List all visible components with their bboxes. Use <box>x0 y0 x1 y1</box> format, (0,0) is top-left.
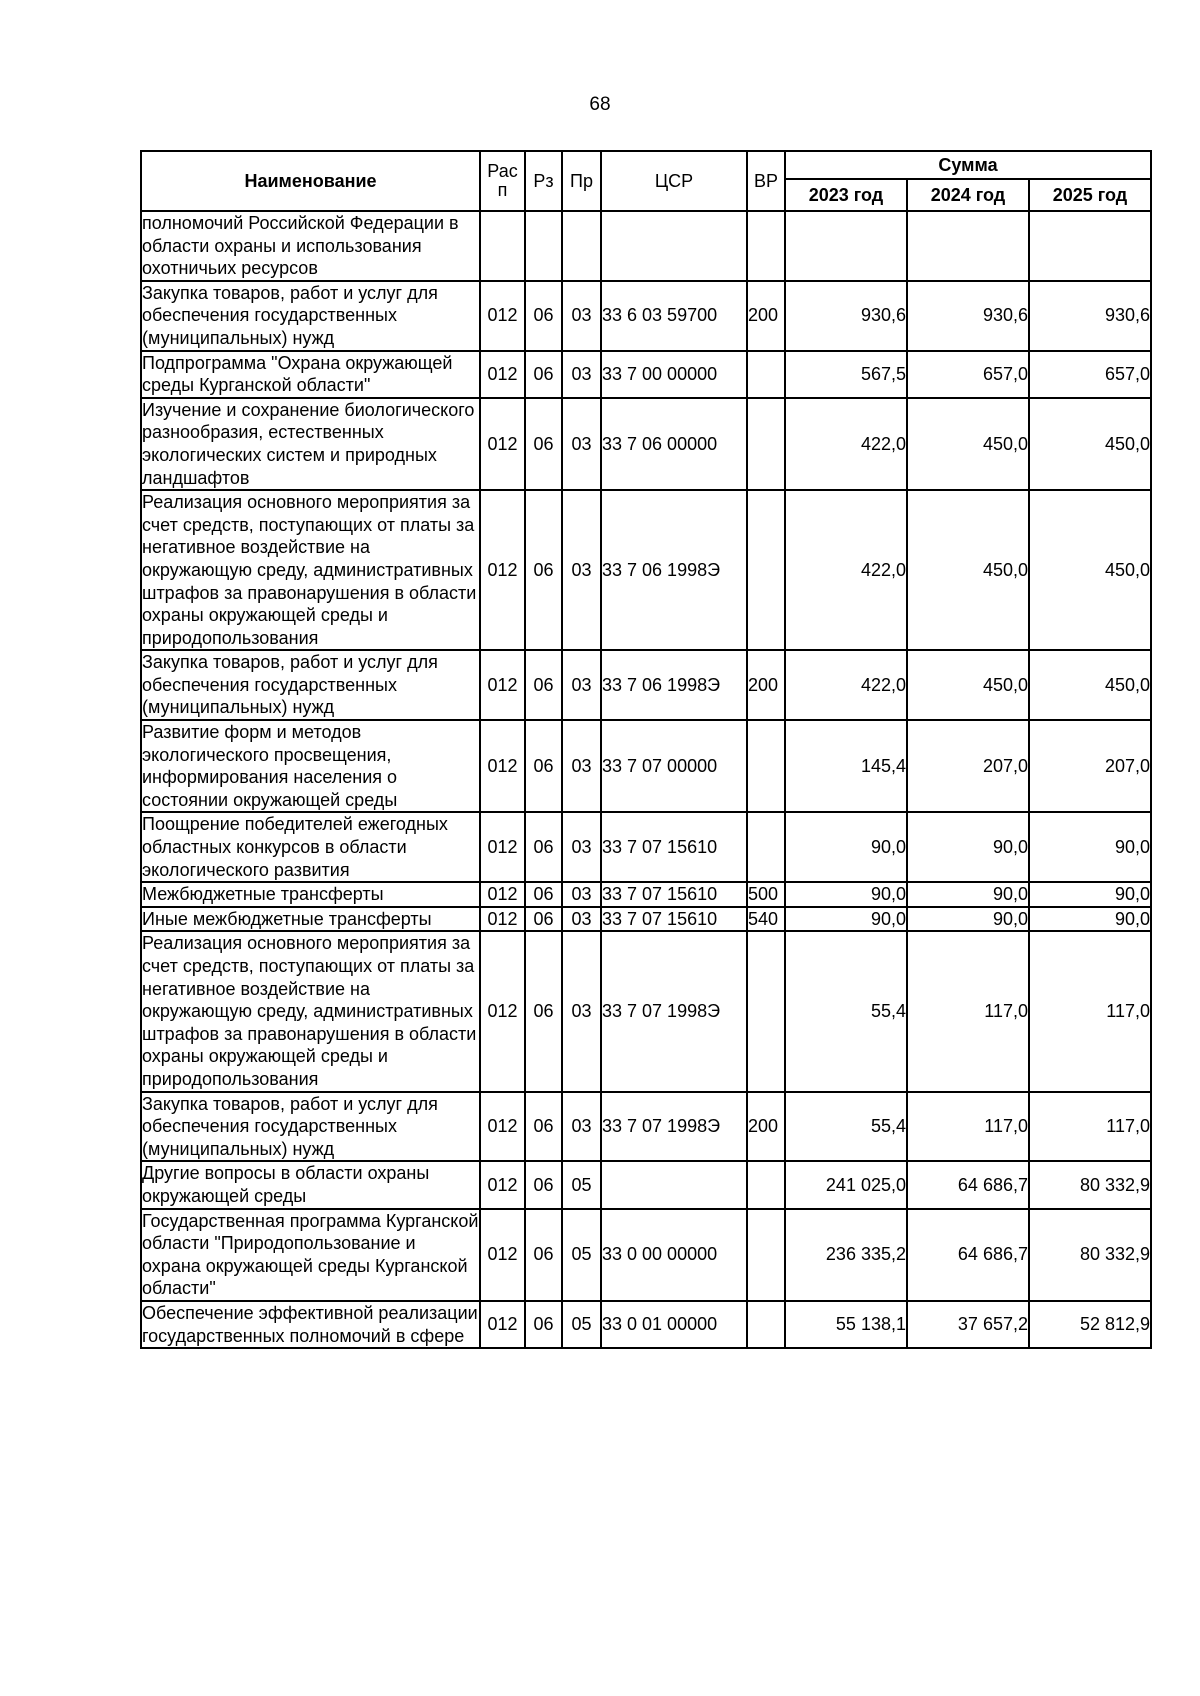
table-row <box>141 1092 1151 1162</box>
table-row <box>141 720 1151 812</box>
row-name: Изучение и сохранение биологического разнообразия, естественных экологических систем и природных ландшафтов <box>141 398 480 490</box>
row-amount-2024: 930,6 <box>907 281 1029 351</box>
row-pr: 03 <box>562 812 601 882</box>
row-amount-2023: 567,5 <box>785 351 907 398</box>
row-rz: 06 <box>525 490 562 650</box>
row-csr <box>601 211 747 281</box>
row-amount-2023: 145,4 <box>785 720 907 812</box>
row-amount-2025: 117,0 <box>1029 1092 1151 1162</box>
row-rasp: 012 <box>480 931 525 1091</box>
row-amount-2023: 241 025,0 <box>785 1161 907 1208</box>
budget-table <box>140 150 1152 1349</box>
header-year-2023: 2023 год <box>785 179 907 211</box>
row-rz: 06 <box>525 351 562 398</box>
row-rz: 06 <box>525 882 562 907</box>
header-year-2025: 2025 год <box>1029 179 1151 211</box>
row-rasp: 012 <box>480 720 525 812</box>
row-rz: 06 <box>525 812 562 882</box>
row-csr: 33 7 07 15610 <box>601 812 747 882</box>
row-vr <box>747 1301 785 1348</box>
table-row <box>141 398 1151 490</box>
row-name: Обеспечение эффективной реализации государственных полномочий в сфере <box>141 1301 480 1348</box>
page-number: 68 <box>589 94 611 115</box>
row-rz: 06 <box>525 1301 562 1348</box>
row-amount-2024: 207,0 <box>907 720 1029 812</box>
row-amount-2025: 90,0 <box>1029 907 1151 932</box>
row-amount-2024: 117,0 <box>907 931 1029 1091</box>
row-amount-2023: 90,0 <box>785 907 907 932</box>
header-name: Наименование <box>141 151 480 211</box>
row-amount-2023: 55,4 <box>785 931 907 1091</box>
row-vr <box>747 211 785 281</box>
table-row <box>141 281 1151 351</box>
row-rasp: 012 <box>480 490 525 650</box>
row-csr: 33 7 07 15610 <box>601 882 747 907</box>
row-amount-2024: 117,0 <box>907 1092 1029 1162</box>
row-pr: 05 <box>562 1301 601 1348</box>
row-amount-2023: 55 138,1 <box>785 1301 907 1348</box>
row-amount-2024: 64 686,7 <box>907 1209 1029 1301</box>
row-pr: 03 <box>562 720 601 812</box>
row-pr: 03 <box>562 351 601 398</box>
row-name: Иные межбюджетные трансферты <box>141 907 480 932</box>
header-rasp: Рас п <box>480 151 525 211</box>
row-amount-2025: 52 812,9 <box>1029 1301 1151 1348</box>
row-csr: 33 7 00 00000 <box>601 351 747 398</box>
row-amount-2024: 90,0 <box>907 882 1029 907</box>
row-vr <box>747 1209 785 1301</box>
row-rasp: 012 <box>480 351 525 398</box>
row-vr: 200 <box>747 650 785 720</box>
row-amount-2023: 55,4 <box>785 1092 907 1162</box>
row-rz: 06 <box>525 650 562 720</box>
row-csr <box>601 1161 747 1208</box>
row-rasp: 012 <box>480 281 525 351</box>
row-pr: 03 <box>562 907 601 932</box>
row-amount-2023: 90,0 <box>785 882 907 907</box>
table-row <box>141 351 1151 398</box>
row-csr: 33 7 07 1998Э <box>601 931 747 1091</box>
row-amount-2025: 90,0 <box>1029 882 1151 907</box>
row-csr: 33 7 06 00000 <box>601 398 747 490</box>
row-amount-2023: 930,6 <box>785 281 907 351</box>
row-pr: 05 <box>562 1209 601 1301</box>
row-rz: 06 <box>525 1209 562 1301</box>
row-amount-2025: 90,0 <box>1029 812 1151 882</box>
table-row <box>141 931 1151 1091</box>
row-vr: 200 <box>747 1092 785 1162</box>
row-csr: 33 7 07 00000 <box>601 720 747 812</box>
row-amount-2025: 930,6 <box>1029 281 1151 351</box>
row-pr: 03 <box>562 490 601 650</box>
row-amount-2023: 422,0 <box>785 650 907 720</box>
row-amount-2023: 236 335,2 <box>785 1209 907 1301</box>
row-amount-2024: 37 657,2 <box>907 1301 1029 1348</box>
row-name: Межбюджетные трансферты <box>141 882 480 907</box>
header-sum: Сумма <box>785 151 1151 179</box>
row-amount-2024: 90,0 <box>907 812 1029 882</box>
row-amount-2025: 657,0 <box>1029 351 1151 398</box>
row-csr: 33 7 06 1998Э <box>601 490 747 650</box>
row-amount-2025: 450,0 <box>1029 490 1151 650</box>
row-amount-2024: 450,0 <box>907 398 1029 490</box>
row-csr: 33 7 07 1998Э <box>601 1092 747 1162</box>
row-rz: 06 <box>525 398 562 490</box>
row-amount-2024: 90,0 <box>907 907 1029 932</box>
row-amount-2023: 90,0 <box>785 812 907 882</box>
row-vr <box>747 812 785 882</box>
table-row <box>141 907 1151 932</box>
row-amount-2025: 80 332,9 <box>1029 1209 1151 1301</box>
row-amount-2025: 207,0 <box>1029 720 1151 812</box>
row-name: Государственная программа Курганской области "Природопользование и охрана окружающей среды Курганской области" <box>141 1209 480 1301</box>
row-vr <box>747 398 785 490</box>
row-amount-2025: 80 332,9 <box>1029 1161 1151 1208</box>
row-amount-2024: 450,0 <box>907 490 1029 650</box>
row-pr <box>562 211 601 281</box>
header-year-2024: 2024 год <box>907 179 1029 211</box>
row-rasp: 012 <box>480 882 525 907</box>
row-amount-2025: 117,0 <box>1029 931 1151 1091</box>
row-name: Реализация основного мероприятия за счет средств, поступающих от платы за негативное воздействие на окружающую среду, административных штрафов за правонарушения в области охраны окружающей среды и природопользования <box>141 490 480 650</box>
row-amount-2023: 422,0 <box>785 398 907 490</box>
table-row <box>141 211 1151 281</box>
header-pr: Пр <box>562 151 601 211</box>
row-rz: 06 <box>525 720 562 812</box>
row-name: Другие вопросы в области охраны окружающей среды <box>141 1161 480 1208</box>
row-vr <box>747 1161 785 1208</box>
row-pr: 03 <box>562 931 601 1091</box>
row-vr <box>747 351 785 398</box>
row-vr <box>747 490 785 650</box>
table-row <box>141 1301 1151 1348</box>
row-amount-2023 <box>785 211 907 281</box>
row-rasp <box>480 211 525 281</box>
row-rasp: 012 <box>480 650 525 720</box>
header-rz: Рз <box>525 151 562 211</box>
header-csr: ЦСР <box>601 151 747 211</box>
row-name: полномочий Российской Федерации в области охраны и использования охотничьих ресурсов <box>141 211 480 281</box>
table-header <box>141 151 1151 211</box>
table-row <box>141 1161 1151 1208</box>
row-vr <box>747 931 785 1091</box>
table-row <box>141 1209 1151 1301</box>
header-vr: ВР <box>747 151 785 211</box>
row-name: Подпрограмма "Охрана окружающей среды Курганской области" <box>141 351 480 398</box>
row-amount-2024: 64 686,7 <box>907 1161 1029 1208</box>
row-name: Закупка товаров, работ и услуг для обеспечения государственных (муниципальных) нужд <box>141 1092 480 1162</box>
row-amount-2025: 450,0 <box>1029 650 1151 720</box>
row-rasp: 012 <box>480 1301 525 1348</box>
row-rasp: 012 <box>480 1161 525 1208</box>
table-row <box>141 812 1151 882</box>
row-csr: 33 0 00 00000 <box>601 1209 747 1301</box>
row-csr: 33 0 01 00000 <box>601 1301 747 1348</box>
row-name: Закупка товаров, работ и услуг для обеспечения государственных (муниципальных) нужд <box>141 650 480 720</box>
row-vr: 500 <box>747 882 785 907</box>
row-pr: 03 <box>562 882 601 907</box>
row-vr <box>747 720 785 812</box>
row-rz: 06 <box>525 1161 562 1208</box>
row-rasp: 012 <box>480 907 525 932</box>
table-row <box>141 650 1151 720</box>
row-vr: 200 <box>747 281 785 351</box>
row-amount-2025 <box>1029 211 1151 281</box>
row-pr: 03 <box>562 281 601 351</box>
row-amount-2025: 450,0 <box>1029 398 1151 490</box>
row-amount-2023: 422,0 <box>785 490 907 650</box>
row-rasp: 012 <box>480 1092 525 1162</box>
row-rz <box>525 211 562 281</box>
table-row <box>141 882 1151 907</box>
row-name: Закупка товаров, работ и услуг для обеспечения государственных (муниципальных) нужд <box>141 281 480 351</box>
row-name: Реализация основного мероприятия за счет средств, поступающих от платы за негативное воздействие на окружающую среду, административных штрафов за правонарушения в области охраны окружающей среды и природопользования <box>141 931 480 1091</box>
row-amount-2024: 450,0 <box>907 650 1029 720</box>
row-rasp: 012 <box>480 398 525 490</box>
row-pr: 03 <box>562 398 601 490</box>
table-row <box>141 490 1151 650</box>
row-rz: 06 <box>525 931 562 1091</box>
row-name: Развитие форм и методов экологического просвещения, информирования населения о состоянии окружающей среды <box>141 720 480 812</box>
row-rz: 06 <box>525 1092 562 1162</box>
row-csr: 33 7 07 15610 <box>601 907 747 932</box>
row-rasp: 012 <box>480 1209 525 1301</box>
row-pr: 03 <box>562 650 601 720</box>
row-pr: 05 <box>562 1161 601 1208</box>
row-vr: 540 <box>747 907 785 932</box>
row-csr: 33 7 06 1998Э <box>601 650 747 720</box>
row-amount-2024 <box>907 211 1029 281</box>
row-csr: 33 6 03 59700 <box>601 281 747 351</box>
row-pr: 03 <box>562 1092 601 1162</box>
row-name: Поощрение победителей ежегодных областных конкурсов в области экологического развития <box>141 812 480 882</box>
row-rz: 06 <box>525 907 562 932</box>
table-body <box>141 211 1151 1348</box>
row-rasp: 012 <box>480 812 525 882</box>
row-rz: 06 <box>525 281 562 351</box>
row-amount-2024: 657,0 <box>907 351 1029 398</box>
